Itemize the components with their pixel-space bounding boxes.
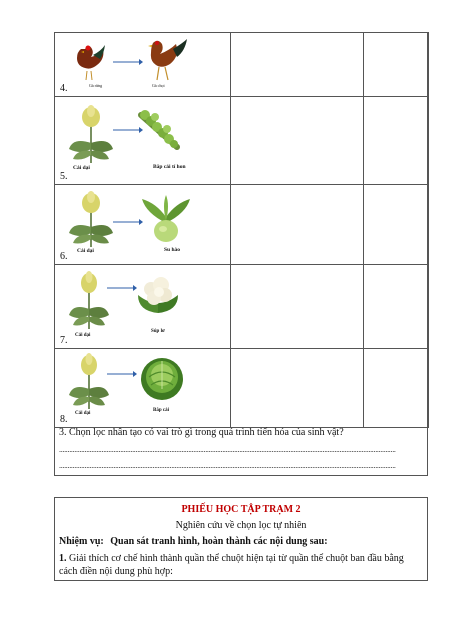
right-image-label: Bắp cải tí hon <box>153 164 186 170</box>
task-text: Quan sát tranh hình, hoàn thành các nội dung sau: <box>110 536 328 547</box>
right-image-label: Su hào <box>164 247 181 253</box>
left-image-label: Cải dại <box>75 333 91 338</box>
question-3: 3. Chọn lọc nhân tạo có vai trò gì trong quá trình tiến hóa của sinh vật? <box>59 427 344 438</box>
right-image-label: Súp lơ <box>151 329 165 334</box>
question-1 <box>59 552 423 578</box>
left-image-label: Cải dại <box>77 248 94 254</box>
left-image-label: Cải dại <box>75 411 91 416</box>
station-title: PHIẾU HỌC TẬP TRẠM 2 <box>181 504 301 515</box>
right-image-label: Bắp cải <box>153 408 169 413</box>
answer-line[interactable]: ...................................................................................................................................................................................................... <box>59 461 396 470</box>
question-1-text: Giải thích cơ chế hình thành quần thể chuột hiện tại từ quần thể chuột ban đầu bằng cách điền nội dung phù hợp: <box>59 553 404 577</box>
task-line <box>59 536 328 547</box>
row-number: 7. <box>60 335 68 346</box>
answer-line[interactable]: ...................................................................................................................................................................................................... <box>59 445 396 454</box>
row-number: 5. <box>60 171 68 182</box>
row-number: 6. <box>60 251 68 262</box>
question-1-number: 1. <box>59 553 67 564</box>
left-image-label: Gà rừng <box>89 83 103 88</box>
task-label: Nhiệm vụ: <box>59 536 104 547</box>
station-2-box <box>54 497 428 581</box>
row-number: 4. <box>60 83 68 94</box>
row-number: 8. <box>60 414 68 425</box>
left-image-label: Cải dại <box>73 165 90 171</box>
station-subtitle: Nghiên cứu về chọn lọc tự nhiên <box>175 520 307 531</box>
right-image-label: Gà chọi <box>152 83 165 88</box>
worksheet-frame <box>54 32 428 476</box>
